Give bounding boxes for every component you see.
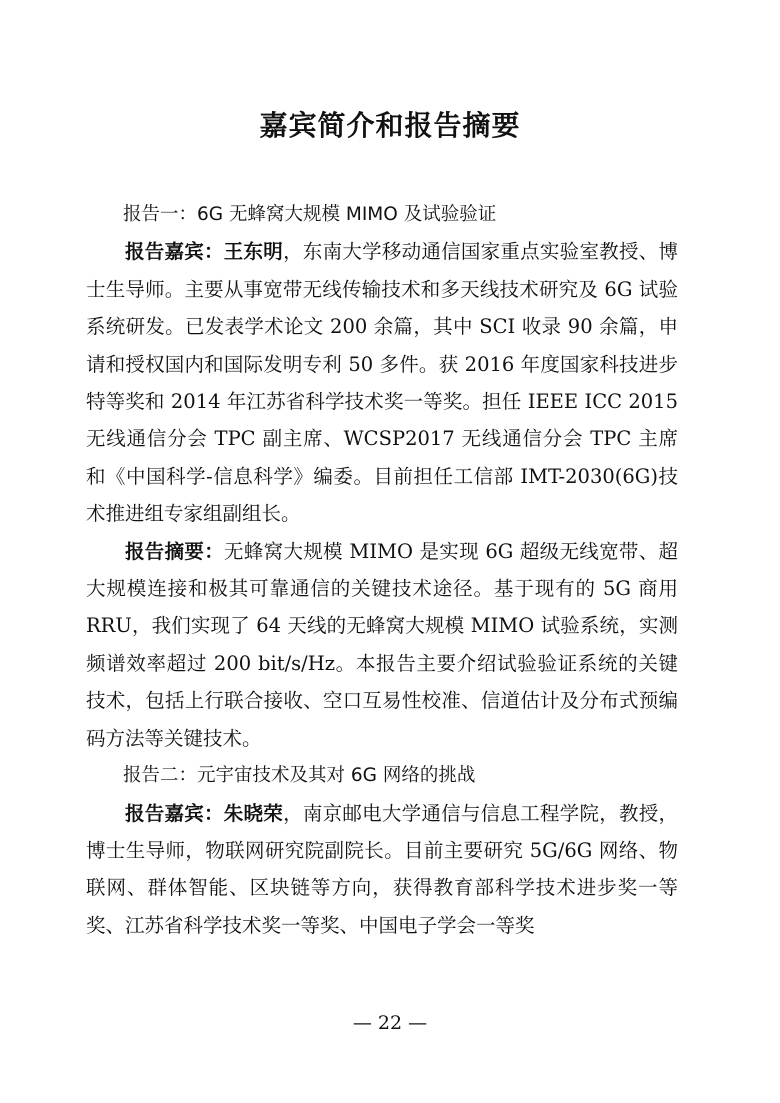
report2-heading: 报告二：元宇宙技术及其对 6G 网络的挑战 (123, 765, 476, 787)
report2-speaker-paragraph (86, 795, 678, 945)
report2-speaker-label: 报告嘉宾： (125, 801, 224, 825)
report2-speaker-name: 朱晓荣 (223, 801, 284, 825)
document-body (86, 196, 678, 944)
report1-heading: 报告一：6G 无蜂窝大规模 MIMO 及试验验证 (123, 204, 497, 225)
report1-abstract-text: 无蜂窝大规模 MIMO 是实现 6G 超级无线宽带、超大规模连接和极其可靠通信的关键技术途径。基于现有的 5G 商用 RRU，我们实现了 64 天线的无蜂窝大规模 MIMO 试验系统，实测频谱效率超过 200 bit/s/Hz。本报告主要介绍试验验证系统的关键技术，包括上行联合接收、空口互易性校准、信道估计及分布式预编码方法等关键技术。 (86, 539, 678, 750)
report1-speaker-bio: ，东南大学移动通信国家重点实验室教授、博士生导师。主要从事宽带无线传输技术和多天线技术研究及 6G 试验系统研发。已发表学术论文 200 余篇，其中 SCI 收录 90 余篇，申请和授权国内和国际发明专利 50 多件。获 2016 年度国家科技进步特等奖和 2014 年江苏省科学技术奖一等奖。担任 IEEE ICC 2015 无线通信分会 TPC 副主席、WCSP2017 无线通信分会 TPC 主席和《中国科学-信息科学》编委。目前担任工信部 IMT-2030(6G)技术推进组专家组副组长。 (86, 240, 678, 526)
report1-speaker-paragraph (86, 233, 678, 532)
report1-speaker-name: 王东明 (223, 240, 284, 264)
report2-speaker-bio: ，南京邮电大学通信与信息工程学院，教授，博士生导师，物联网研究院副院长。目前主要研究 5G/6G 网络、物联网、群体智能、区块链等方向，获得教育部科学技术进步奖一等奖、江苏省科学技术奖一等奖、中国电子学会一等奖 (86, 801, 678, 937)
report1-abstract-paragraph (86, 533, 678, 757)
report1-speaker-label: 报告嘉宾： (125, 240, 224, 264)
page-title: 嘉宾简介和报告摘要 (259, 109, 521, 142)
report1-abstract-label: 报告摘要： (125, 539, 225, 563)
page-number: — 22 — (352, 1012, 428, 1034)
